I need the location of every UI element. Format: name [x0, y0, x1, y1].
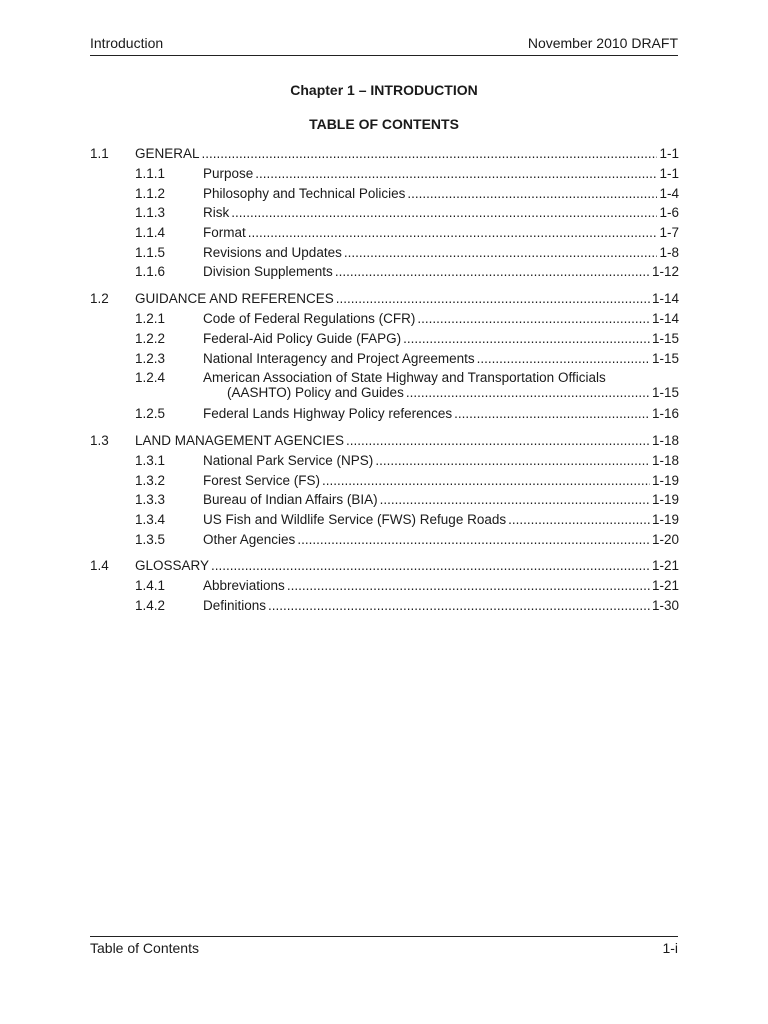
section-title: GUIDANCE AND REFERENCES	[135, 291, 334, 307]
subsection-title: Federal Lands Highway Policy references	[203, 406, 453, 422]
section-title: GENERAL	[135, 146, 200, 161]
subsection-number: 1.3.3	[135, 492, 166, 508]
subsection-number: 1.1.1	[135, 166, 166, 181]
page-number: 1-8	[659, 244, 679, 260]
table-of-contents	[90, 146, 679, 618]
toc-subsection-entry[interactable]	[90, 473, 679, 493]
page-number: 1-15	[651, 330, 679, 346]
dot-leader	[202, 146, 658, 161]
page-number: 1-19	[651, 492, 679, 508]
dot-leader	[403, 331, 650, 346]
dot-leader	[380, 492, 650, 507]
page-footer	[90, 936, 678, 956]
subsection-title: Philosophy and Technical Policies	[203, 185, 406, 201]
page-number: 1-14	[651, 311, 679, 327]
toc-subsection-entry[interactable]	[90, 245, 679, 265]
toc-heading: TABLE OF CONTENTS	[309, 116, 459, 132]
page-number: 1-19	[651, 511, 679, 527]
dot-leader	[297, 532, 650, 547]
subsection-title: American Association of State Highway and Transportation Officials	[203, 370, 606, 386]
subsection-number: 1.2.5	[135, 406, 166, 422]
section-number: 1.4	[90, 558, 109, 574]
dot-leader	[322, 473, 650, 488]
dot-leader	[231, 205, 657, 220]
dot-leader	[344, 245, 658, 260]
dot-leader	[335, 264, 650, 279]
toc-subsection-entry[interactable]	[90, 598, 679, 618]
subsection-title-continued: (AASHTO) Policy and Guides	[227, 385, 404, 401]
subsection-title: National Interagency and Project Agreements	[203, 350, 475, 366]
dot-leader	[211, 558, 650, 573]
toc-subsection-entry[interactable]	[90, 453, 679, 473]
page-number: 1-16	[651, 406, 679, 422]
page-number: 1-21	[651, 558, 679, 574]
page-number: 1-20	[651, 531, 679, 547]
section-title: GLOSSARY	[135, 558, 210, 574]
dot-leader	[407, 186, 657, 201]
subsection-number: 1.3.5	[135, 531, 166, 547]
page-number: 1-7	[659, 225, 679, 241]
page-number: 1-18	[651, 452, 679, 468]
page-number: 1-12	[651, 264, 679, 280]
page-number: 1-1	[659, 146, 679, 161]
subsection-title: Risk	[203, 205, 230, 221]
subsection-number: 1.2.1	[135, 311, 166, 327]
chapter-title: Chapter 1 – INTRODUCTION	[290, 82, 478, 98]
subsection-number: 1.4.1	[135, 578, 166, 594]
page-number: 1-30	[651, 598, 679, 613]
subsection-number: 1.3.2	[135, 472, 166, 488]
subsection-number: 1.1.5	[135, 244, 166, 260]
toc-section-entry[interactable]	[90, 433, 679, 453]
subsection-number: 1.3.1	[135, 452, 166, 468]
dot-leader	[248, 225, 658, 240]
subsection-number: 1.1.6	[135, 264, 166, 280]
subsection-title: Code of Federal Regulations (CFR)	[203, 311, 416, 327]
toc-subsection-entry[interactable]	[90, 166, 679, 186]
subsection-title: Purpose	[203, 166, 254, 181]
subsection-title: Abbreviations	[203, 578, 285, 594]
dot-leader	[268, 598, 650, 613]
page-number: 1-6	[659, 205, 679, 221]
toc-subsection-entry[interactable]	[90, 264, 679, 284]
dot-leader	[454, 406, 650, 421]
subsection-title: Forest Service (FS)	[203, 472, 321, 488]
toc-subsection-entry[interactable]	[90, 370, 679, 406]
toc-subsection-entry[interactable]	[90, 225, 679, 245]
section-number: 1.2	[90, 291, 109, 307]
toc-subsection-entry[interactable]	[90, 532, 679, 552]
page-number: 1-15	[651, 350, 679, 366]
page-number: 1-19	[651, 472, 679, 488]
dot-leader	[287, 578, 650, 593]
subsection-title: Other Agencies	[203, 531, 296, 547]
toc-section-entry[interactable]	[90, 558, 679, 578]
page-number: 1-4	[659, 185, 679, 201]
toc-subsection-entry[interactable]	[90, 578, 679, 598]
subsection-number: 1.2.4	[135, 370, 166, 386]
subsection-number: 1.1.3	[135, 205, 166, 221]
dot-leader	[375, 453, 650, 468]
subsection-number: 1.2.2	[135, 330, 166, 346]
footer-page-number: 1-i	[662, 940, 678, 956]
subsection-number: 1.1.4	[135, 225, 166, 241]
section-number: 1.1	[90, 146, 109, 161]
toc-section-entry[interactable]	[90, 146, 679, 166]
toc-subsection-entry[interactable]	[90, 186, 679, 206]
subsection-title: US Fish and Wildlife Service (FWS) Refuge Roads	[203, 511, 507, 527]
footer-section-name: Table of Contents	[90, 940, 199, 956]
toc-subsection-entry[interactable]	[90, 311, 679, 331]
header-section-name: Introduction	[90, 35, 164, 51]
subsection-title: National Park Service (NPS)	[203, 452, 374, 468]
subsection-number: 1.4.2	[135, 598, 166, 613]
page-number: 1-14	[651, 291, 679, 307]
dot-leader	[336, 291, 650, 306]
toc-subsection-entry[interactable]	[90, 331, 679, 351]
subsection-number: 1.1.2	[135, 185, 166, 201]
subsection-title: Federal-Aid Policy Guide (FAPG)	[203, 330, 402, 346]
subsection-title: Division Supplements	[203, 264, 333, 280]
toc-section-entry[interactable]	[90, 291, 679, 311]
toc-subsection-entry[interactable]	[90, 512, 679, 532]
toc-subsection-entry[interactable]	[90, 492, 679, 512]
subsection-number: 1.2.3	[135, 350, 166, 366]
dot-leader	[346, 433, 650, 448]
toc-subsection-entry[interactable]	[90, 351, 679, 371]
section-number: 1.3	[90, 432, 109, 448]
dot-leader	[508, 512, 650, 527]
dot-leader	[417, 311, 650, 326]
dot-leader	[255, 166, 657, 181]
subsection-title: Format	[203, 225, 246, 241]
page-number: 1-18	[651, 432, 679, 448]
toc-subsection-entry[interactable]	[90, 406, 679, 426]
toc-subsection-entry[interactable]	[90, 205, 679, 225]
page-number: 1-21	[651, 578, 679, 594]
subsection-title: Definitions	[203, 598, 267, 613]
page-number: 1-1	[659, 166, 679, 181]
subsection-title: Bureau of Indian Affairs (BIA)	[203, 492, 378, 508]
subsection-number: 1.3.4	[135, 511, 166, 527]
dot-leader	[477, 351, 650, 366]
page-header	[90, 35, 678, 56]
header-draft-date: November 2010 DRAFT	[527, 35, 678, 51]
subsection-title: Revisions and Updates	[203, 244, 342, 260]
section-title: LAND MANAGEMENT AGENCIES	[135, 432, 345, 448]
dot-leader	[406, 385, 650, 400]
page-number: 1-15	[651, 385, 679, 401]
